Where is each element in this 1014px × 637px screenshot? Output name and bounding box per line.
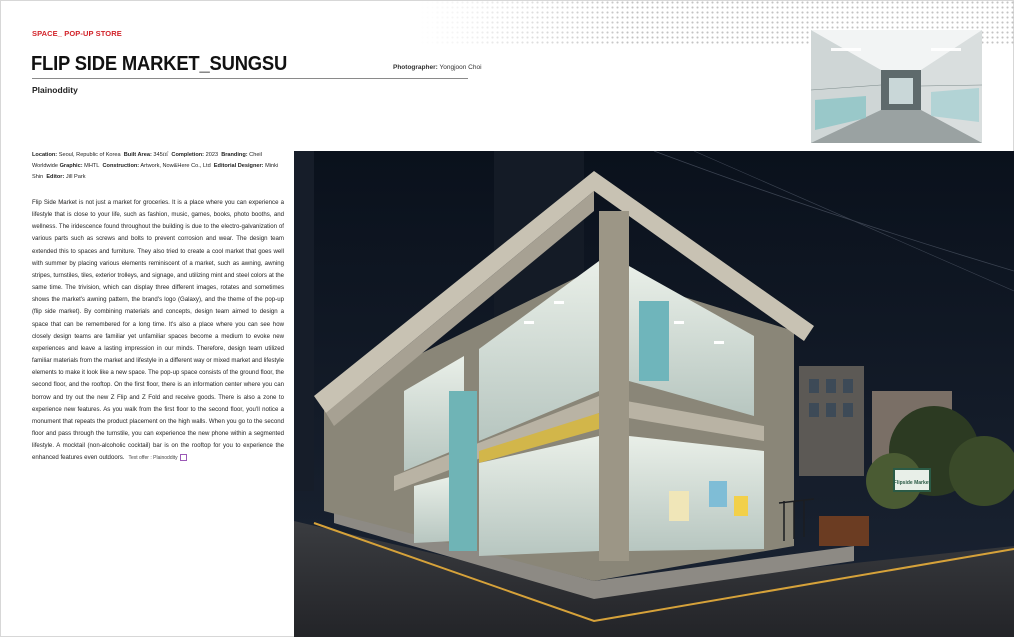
credit-label: Location: <box>32 152 58 158</box>
credit-label: Completion: <box>171 152 205 158</box>
body-paragraph: Flip Side Market is not just a market for groceries. It is a place where you can experience a lifestyle that is close to your life, such as fashion, music, games, books, photo booths, and wellness. The iridescence found throughout the building is due to the electro-galvanization of various parts such as screws and bolts to prevent corrosion and wear. The design team extended this to spaces and furniture. They also tried to create a cool market that goes well with summer by placing various elements reminiscent of a market, such as awning, awning stripes, turnstiles, tiles, exterior trolleys, and signage, and utilizing mint and steel colors at the same time. The trivision, which can display three different images, rotates and sometimes shows the market's awning pattern, the brand's logo (Galaxy), and the theme of the pop-up (flip side market). By combining materials and concepts, design team aimed to design a space that can be remembered for a long time. It's also a place where you can see how closely design teams are familiar yet unfamiliar spaces become a medium to evoke new experiences and leave a lasting impression in our minds. Therefore, design team utilized familiar materials from the market and lifestyle in a different way or mixed market and lifestyle elements to make it look like a new space. The pop-up space consists of the ground floor, the second floor, and the rooftop. On the first floor, there is an information center where you can borrow and try out the new Z Flip and Z Fold and receive goods. There is also a zone to experience new features. As you walk from the first floor to the second floor, you'll notice a monument that repeats the product placement on the high walls. When you go to the second floor and pass through the turnstile, you can experience the new phone within a segmented lifestyle. A mocktail (non-alcoholic cocktail) bar is on the rooftop for you to experience the enhanced features even outdoors. <box>32 199 284 462</box>
street-sign-text: Flipside Market <box>893 480 931 486</box>
credit-value: Seoul, Republic of Korea <box>58 152 121 158</box>
credit-label: Branding: <box>221 152 248 158</box>
hero-exterior-photo <box>294 151 1014 637</box>
credit-label: Graphic: <box>59 163 83 169</box>
interior-corridor-illustration <box>811 30 982 143</box>
credit-label: Built Area: <box>123 152 152 158</box>
credit-label: Construction: <box>102 163 140 169</box>
credit-value: Cheil Worldwide <box>32 152 262 169</box>
text-credit: Text offer : Plainoddity <box>128 455 178 462</box>
article-title: FLIP SIDE MARKET_SUNGSU <box>31 53 288 75</box>
photographer-name: Yongjoon Choi <box>439 64 482 71</box>
photographer-credit <box>393 64 482 71</box>
credit-value: MHTL <box>84 163 100 169</box>
end-mark-icon <box>180 454 187 461</box>
credit-value: Jill Park <box>65 174 86 180</box>
designer-name: Plainoddity <box>32 85 78 95</box>
photographer-label: Photographer: <box>393 64 438 71</box>
night-exterior-illustration <box>294 151 1014 637</box>
article-body <box>32 197 284 464</box>
section-label: SPACE_ POP-UP STORE <box>32 29 122 38</box>
title-divider <box>32 78 468 79</box>
credit-value: Minki Shin <box>32 163 279 180</box>
credit-label: Editorial Designer: <box>213 163 264 169</box>
credit-value: 2023 <box>205 152 219 158</box>
interior-thumbnail-photo <box>811 30 982 143</box>
credit-label: Editor: <box>46 174 65 180</box>
project-credits <box>32 150 284 183</box>
credit-value: Artwork, Now&Here Co., Ltd <box>140 163 211 169</box>
credit-value: 345㎡ <box>153 152 169 158</box>
